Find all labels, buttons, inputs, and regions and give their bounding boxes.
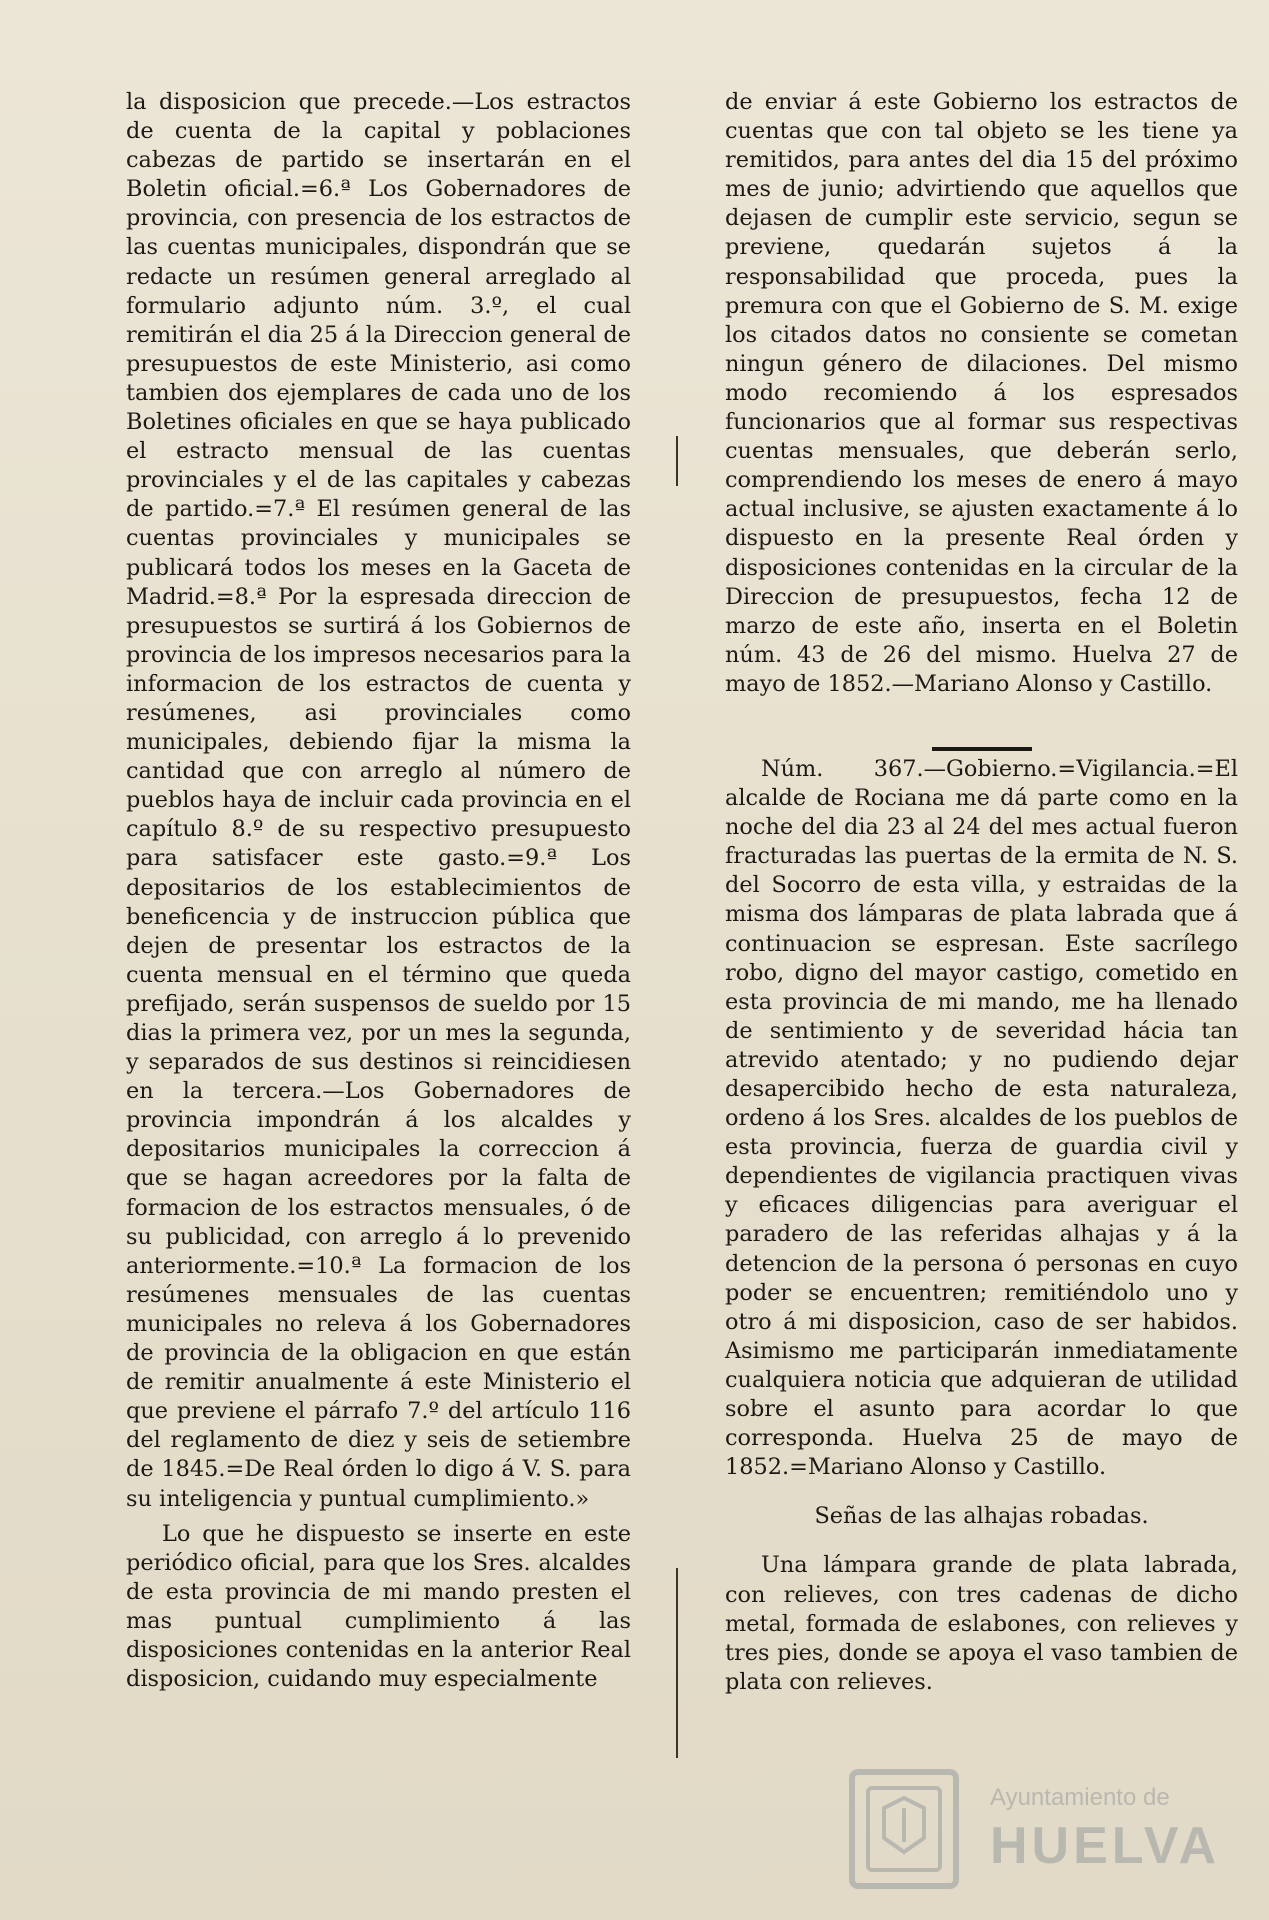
column-divider-fragment bbox=[676, 436, 678, 486]
right-continuation-text: de enviar á este Gobierno los estractos de cuentas que con tal objeto se les tiene ya remitidos, para antes del dia 15 del próximo mes de junio; advirtiendo que aquellos que dejasen de cumplir este servicio, segun se previene, quedarán sujetos á la responsabilidad que proceda, pues la premura con que el Gobierno de S. M. exige los citados datos no consiente se cometan ningun género de dilaciones. Del mismo modo recomiendo á los espresados funcionarios que al formar sus respectivas cuentas mensuales, que deberán serlo, comprendiendo los meses de enero á mayo actual inclusive, se ajusten exactamente á lo dispuesto en la presente Real órden y disposiciones contenidas en la circular de la Direccion de presupuestos, fecha 12 de marzo de este año, inserta en el Boletin núm. 43 de 26 del mismo. Huelva 27 de mayo de 1852.—Mariano Alonso y Castillo. bbox=[725, 89, 1238, 697]
watermark bbox=[848, 1768, 1238, 1898]
section-heading: Señas de las alhajas robadas. bbox=[814, 1503, 1149, 1530]
watermark-line-1: Ayuntamiento de bbox=[990, 1784, 1170, 1811]
huelva-crest-icon bbox=[848, 1768, 960, 1890]
column-divider-fragment bbox=[676, 1568, 678, 1758]
left-body-text: la disposicion que precede.—Los estractos de cuenta de la capital y poblaciones cabezas de partido se insertarán en el Boletin oficial.=6.ª Los Gobernadores de provincia, con presencia de los estractos de las cuentas municipales, dispondrán que se redacte un resúmen general arreglado al formulario adjunto núm. 3.º, el cual remitirán el dia 25 á la Direccion general de presupuestos de este Ministerio, asi como tambien dos ejemplares de cada uno de los Boletines oficiales en que se haya publicado el estracto mensual de las cuentas provinciales y el de las capitales y cabezas de partido.=7.ª El resúmen general de las cuentas provinciales y municipales se publicará todos los meses en la Gaceta de Madrid.=8.ª Por la espresada direccion de presupuestos se surtirá á los Gobiernos de provincia de los impresos necesarios para la informacion de los estractos de cuenta y resúmenes, asi provinciales como municipales, debiendo fijar la misma la cantidad que con arreglo al número de pueblos haya de incluir cada provincia en el capítulo 8.º de su respectivo presupuesto para satisfacer este gasto.=9.ª Los depositarios de los establecimientos de beneficencia y de instruccion pública que dejen de presentar los estractos de la cuenta mensual en el término que queda prefijado, serán suspensos de sueldo por 15 dias la primera vez, por un mes la segunda, y separados de sus destinos si reincidiesen en la tercera.—Los Gobernadores de provincia impondrán á los alcaldes y depositarios municipales la correccion á que se hagan acreedores por la falta de formacion de los estractos mensuales, ó de su publicidad, con arreglo á lo prevenido anteriormente.=10.ª La formacion de los resúmenes mensuales de las cuentas municipales no releva á los Gobernadores de provincia de la obligacion en que están de remitir anualmente á este Ministerio el que previene el párrafo 7.º del artículo 116 del reglamento de diez y seis de setiembre de 1845.=De Real órden lo digo á V. S. para su inteligencia y puntual cumplimiento.» bbox=[126, 89, 631, 1512]
watermark-line-2: HUELVA bbox=[990, 1817, 1221, 1875]
left-column bbox=[126, 88, 631, 1694]
right-column bbox=[725, 88, 1238, 1697]
stolen-items-description bbox=[725, 1551, 1238, 1696]
notice-367 bbox=[725, 755, 1238, 1482]
description-text: Una lámpara grande de plata labrada, con relieves, con tres cadenas de dicho metal, formada de eslabones, con relieves y tres pies, donde se apoya el vaso tambien de plata con relieves. bbox=[725, 1552, 1238, 1695]
section-separator-rule bbox=[932, 747, 1032, 751]
left-paragraph-2: Lo que he dispuesto se inserte en este periódico oficial, para que los Sres. alcaldes de esta provincia de mi mando presten el mas puntual cumplimiento á las disposiciones contenidas en la anterior Real disposicion, cuidando muy especialmente bbox=[126, 1520, 631, 1693]
notice-text: Núm. 367.—Gobierno.=Vigilancia.=El alcalde de Rociana me dá parte como en la noche del dia 23 al 24 del mes actual fueron fracturadas las puertas de la ermita de N. S. del Socorro de esta villa, y estraidas de la misma dos lámparas de plata labrada que á continuacion se espresan. Este sacrílego robo, digno del mayor castigo, cometido en esta provincia de mi mando, me ha llenado de sentimiento y de severidad hácia tan atrevido atentado; y no pudiendo dejar desapercibido hecho de esta naturaleza, ordeno á los Sres. alcaldes de los pueblos de esta provincia, fuerza de guardia civil y dependientes de vigilancia practiquen vivas y eficaces diligencias para averiguar el paradero de las referidas alhajas y á la detencion de la persona ó personas en cuyo poder se encuentren; remitiéndolo uno y otro á mi disposicion, caso de ser habidos. Asimismo me participarán inmediatamente cualquiera noticia que adquieran de utilidad sobre el asunto para acordar lo que corresponda. Huelva 25 de mayo de 1852.=Mariano Alonso y Castillo. bbox=[725, 755, 1238, 1481]
